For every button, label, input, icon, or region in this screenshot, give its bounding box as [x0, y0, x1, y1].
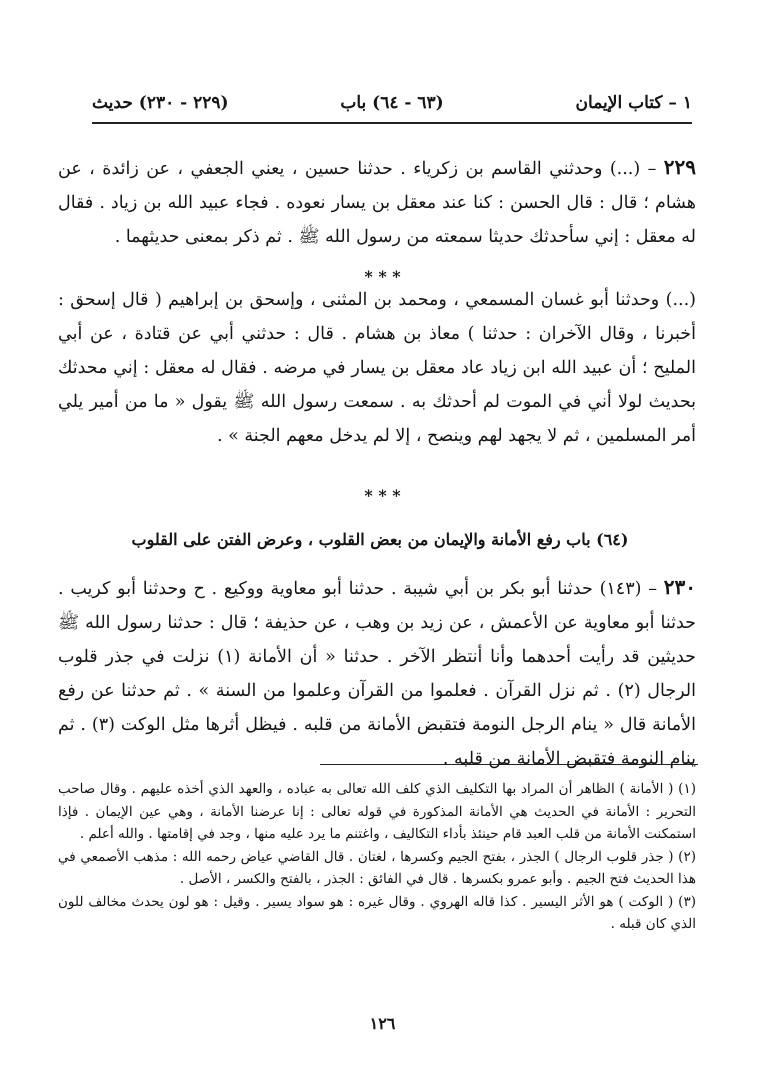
hadith-number: ٢٢٩	[663, 155, 696, 179]
footnote-2: (٢) ( جذر قلوب الرجال ) الجذر ، بفتح الجيم وكسرها ، لغتان . قال القاضي عياض رحمه الله : مذهب الأصمعي في هذا الحديث فتح الجيم . وأبو عمرو بكسرها . قال في الفائق : الجذر ، بالفتح والكسر ، الأصل .	[58, 848, 696, 887]
hadith-text: (...) وحدثنا أبو غسان المسمعي ، ومحمد بن المثنى ، وإسحق بن إبراهيم ( قال إسحق : أخبرنا ، وقال الآخران : حدثنا ) معاذ بن هشام . قال : حدثني أبي عن قتادة ، عن أبي المليح ؛ أن عبيد الله ابن زياد عاد معقل بن يسار في مرضه . فقال له معقل : إني محدثك بحديث لولا أني في الموت لم أحدثك به . سمعت رسول الله ﷺ يقول « ما من أمير يلي أمر المسلمين ، ثم لا يجهد لهم وينصح ، إلا لم يدخل معهم الجنة » .	[58, 290, 696, 446]
hadith-number: ٢٣٠	[663, 575, 697, 599]
chapter-heading: (٦٤) باب رفع الأمانة والإيمان من بعض القلوب ، وعرض الفتن على القلوب	[131, 530, 629, 549]
separator-stars: * * *	[364, 267, 401, 286]
header-chapter-range: (٦٣ - ٦٤) باب	[340, 93, 444, 113]
header-hadith-range: (٢٢٩ - ٢٣٠) حديث	[92, 93, 229, 113]
separator-stars: * * *	[364, 486, 401, 505]
footnote-3: (٣) ( الوكت ) هو الأثر اليسير . كذا قاله الهروي . وقال غيره : هو سواد يسير . وقيل : هو لون يحدث مخالف للون الذي كان قبله .	[58, 893, 696, 932]
footnote-1: (١) ( الأمانة ) الظاهر أن المراد بها التكليف الذي كلف الله تعالى به عباده ، والعهد الذي أخذه عليهم . وقال صاحب التحرير : الأمانة في الحديث هي الأمانة المذكورة في قوله تعالى : إنا عرضنا الأمانة ، وهي عين الإيمان . فإذا استمكنت الأمانة من قلب العبد قام حينئذ بأداء التكاليف ، واغتنم ما يرد عليه منها ، وجد في إقامتها . والله أعلم .	[58, 781, 696, 842]
hadith-230	[58, 570, 696, 776]
header-divider	[92, 122, 692, 124]
footnote-divider	[320, 764, 698, 765]
hadith-text: – (...) وحدثني القاسم بن زكرياء . حدثنا حسين ، يعني الجعفي ، عن زائدة ، عن هشام ؛ قال : قال الحسن : كنا عند معقل بن يسار نعوده . فجاء عبيد الله بن زياد . فقال له معقل : إني سأحدثك حديثا سمعته من رسول الله ﷺ . ثم ذكر بمعنى حديثهما .	[58, 159, 696, 247]
footnotes	[58, 778, 696, 936]
header-book-title: ١ – كتاب الإيمان	[575, 93, 692, 113]
hadith-229-second-chain	[58, 283, 696, 453]
running-header	[92, 88, 692, 118]
page-number: ١٢٦	[369, 1014, 396, 1033]
hadith-text: – (١٤٣) حدثنا أبو بكر بن أبي شيبة . حدثنا أبو معاوية ووكيع . ح وحدثنا أبو كريب . حدثنا أبو معاوية عن الأعمش ، عن زيد بن وهب ، عن حذيفة ؛ قال : حدثنا رسول الله ﷺ حديثين قد رأيت أحدهما وأنا أنتظر الآخر . حدثنا « أن الأمانة (١) نزلت في جذر قلوب الرجال (٢) . ثم نزل القرآن . فعلموا من القرآن وعلموا من السنة » . ثم حدثنا عن رفع الأمانة قال « ينام الرجل النومة فتقبض الأمانة من قلبه . فيظل أثرها مثل الوكت (٣) . ثم ينام النومة فتقبض الأمانة من قلبه .	[58, 579, 697, 769]
hadith-229	[58, 150, 696, 254]
